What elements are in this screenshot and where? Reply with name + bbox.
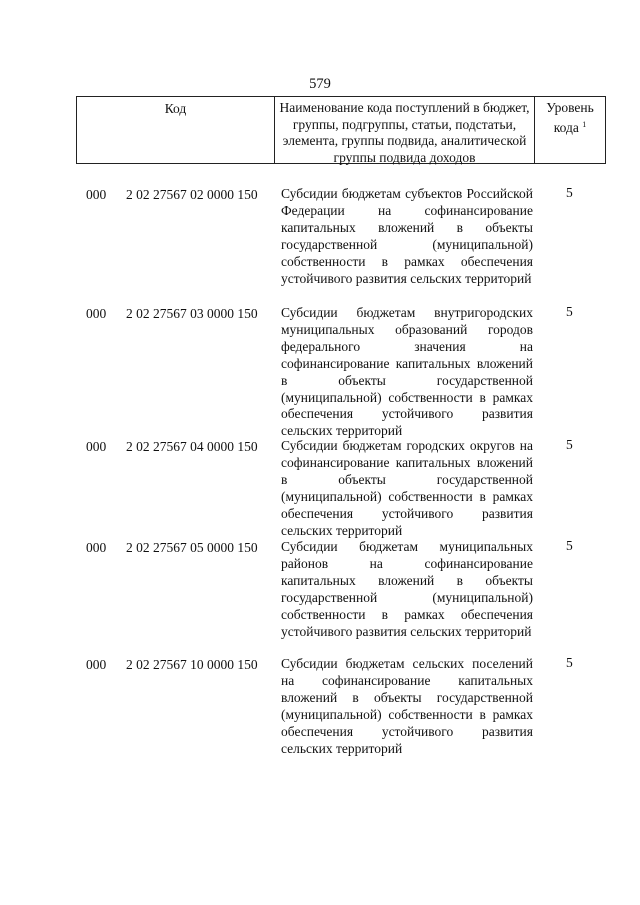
row-level: 5 bbox=[566, 655, 573, 670]
row-description: Субсидии бюджетам внутригородских муниципальных образований городов федерального значения на софинансирование капитальных вложений в объекты государственной (муниципальной) собственности в рамках обеспечения устойчивого развития сельских территорий bbox=[281, 305, 533, 439]
row-admin-code: 000 bbox=[86, 540, 107, 555]
row-admin-code: 000 bbox=[86, 187, 107, 202]
header-level-label: Уровень кода bbox=[546, 100, 594, 135]
row-level: 5 bbox=[566, 437, 573, 452]
header-code: Код bbox=[77, 97, 275, 163]
row-level: 5 bbox=[566, 304, 573, 319]
row-level: 5 bbox=[566, 538, 573, 553]
row-description: Субсидии бюджетам субъектов Российской Федерации на софинансирование капитальных вложений в объекты государственной (муниципальной) собственности в рамках обеспечения устойчивого развития сельских территорий bbox=[281, 186, 533, 286]
table-header bbox=[76, 96, 606, 164]
page-number: 579 bbox=[309, 76, 331, 92]
row-code: 2 02 27567 10 0000 150 bbox=[126, 657, 258, 672]
header-name: Наименование кода поступлений в бюджет, группы, подгруппы, статьи, подстатьи, элемента, группы подвида, аналитической группы подвида доходов bbox=[275, 97, 535, 163]
row-description: Субсидии бюджетам городских округов на софинансирование капитальных вложений в объекты государственной (муниципальной) собственности в рамках обеспечения устойчивого развития сельских территорий bbox=[281, 438, 533, 538]
row-description: Субсидии бюджетам муниципальных районов на софинансирование капитальных вложений в объекты государственной (муниципальной) собственности в рамках обеспечения устойчивого развития сельских территорий bbox=[281, 539, 533, 639]
row-code: 2 02 27567 02 0000 150 bbox=[126, 187, 258, 202]
row-level: 5 bbox=[566, 185, 573, 200]
header-level bbox=[535, 97, 605, 163]
row-admin-code: 000 bbox=[86, 306, 107, 321]
row-admin-code: 000 bbox=[86, 439, 107, 454]
row-admin-code: 000 bbox=[86, 657, 107, 672]
row-code: 2 02 27567 03 0000 150 bbox=[126, 306, 258, 321]
row-code: 2 02 27567 04 0000 150 bbox=[126, 439, 258, 454]
row-description: Субсидии бюджетам сельских поселений на софинансирование капитальных вложений в объекты государственной (муниципальной) собственности в рамках обеспечения устойчивого развития сельских территорий bbox=[281, 656, 533, 756]
row-code: 2 02 27567 05 0000 150 bbox=[126, 540, 258, 555]
header-level-footnote: 1 bbox=[582, 119, 587, 129]
